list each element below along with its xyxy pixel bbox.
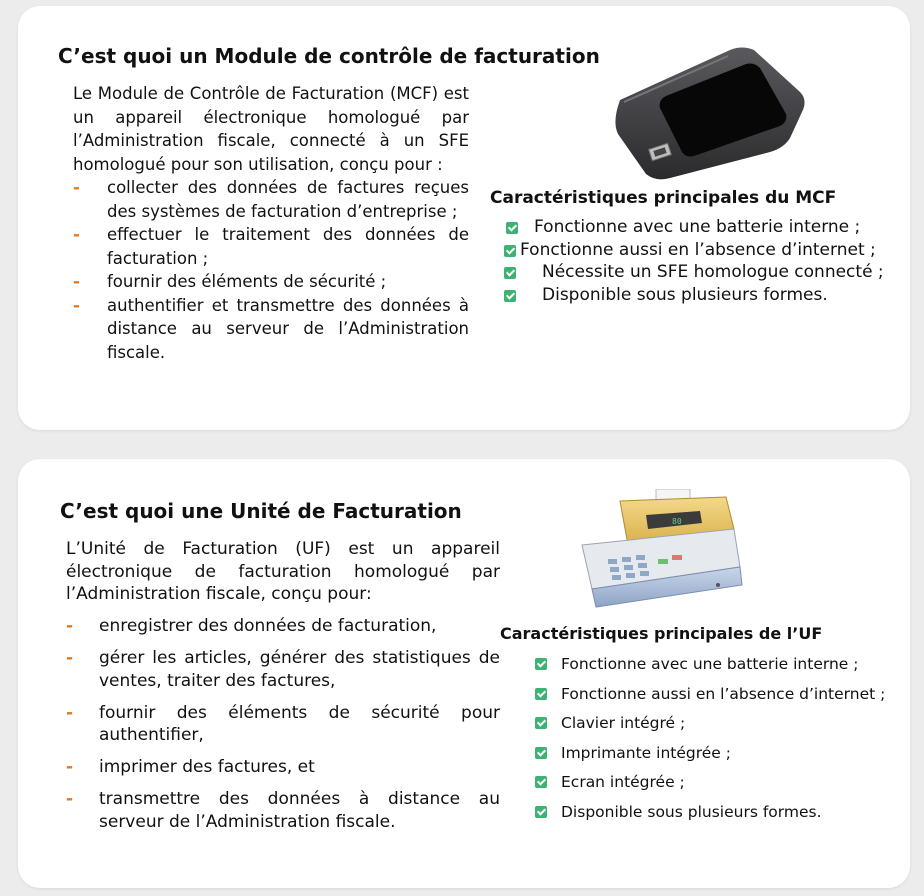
uf-features-title: Caractéristiques principales de l’UF bbox=[500, 624, 823, 643]
feature-text: Imprimante intégrée ; bbox=[561, 743, 731, 762]
mcf-card bbox=[18, 6, 910, 430]
feature-text: Nécessite un SFE homologue connecté ; bbox=[542, 262, 884, 282]
bullet-text: fournir des éléments de sécurité pour authentifier, bbox=[99, 702, 500, 745]
dash-bullet-icon: - bbox=[73, 225, 80, 244]
bullet-text: imprimer des factures, et bbox=[99, 757, 315, 777]
list-item bbox=[535, 712, 885, 742]
feature-text: Fonctionne aussi en l’absence d’internet ; bbox=[520, 239, 876, 260]
list-item bbox=[66, 615, 500, 638]
checkbox-check-icon bbox=[535, 688, 547, 700]
cash-register-icon bbox=[568, 489, 748, 609]
dash-bullet-icon: - bbox=[66, 789, 74, 809]
uf-card bbox=[18, 459, 910, 888]
uf-bullet-list bbox=[66, 615, 500, 843]
mcf-bullet-list bbox=[73, 176, 469, 364]
list-item bbox=[535, 771, 885, 801]
dash-bullet-icon: - bbox=[66, 702, 74, 723]
checkbox-check-icon bbox=[506, 222, 518, 234]
bullet-text: gérer les articles, générer des statistiques de ventes, traiter des factures, bbox=[99, 648, 500, 691]
checkbox-check-icon bbox=[535, 776, 547, 788]
checkbox-check-icon bbox=[504, 267, 516, 279]
bullet-text: transmettre des données à distance au serveur de l’Administration fiscale. bbox=[99, 789, 500, 832]
list-item bbox=[504, 261, 884, 284]
feature-text: Disponible sous plusieurs formes. bbox=[542, 284, 828, 305]
dash-bullet-icon: - bbox=[73, 295, 80, 315]
mcf-intro: Le Module de Contrôle de Facturation (MCF) est un appareil électronique homologué par l’Administration fiscale, connecté à un SFE homologué pour son utilisation, conçu pour : bbox=[73, 84, 469, 174]
dash-bullet-icon: - bbox=[66, 616, 74, 636]
list-item bbox=[66, 788, 500, 833]
mcf-device-icon bbox=[610, 42, 810, 182]
checkbox-check-icon bbox=[504, 245, 516, 257]
list-item bbox=[66, 647, 500, 692]
bullet-text: authentifier et transmettre des données à distance au serveur de l’Administration fiscale. bbox=[107, 295, 469, 362]
dash-bullet-icon: - bbox=[73, 178, 80, 197]
list-item bbox=[535, 742, 885, 772]
list-item bbox=[504, 239, 884, 262]
dash-bullet-icon: - bbox=[73, 272, 80, 291]
feature-text: Disponible sous plusieurs formes. bbox=[561, 802, 822, 821]
bullet-text: effectuer le traitement des données de facturation ; bbox=[107, 225, 469, 268]
checkbox-check-icon bbox=[535, 806, 547, 818]
uf-features-list bbox=[535, 653, 885, 831]
feature-text: Fonctionne avec une batterie interne ; bbox=[561, 655, 859, 673]
mcf-title: C’est quoi un Module de contrôle de facturation bbox=[58, 44, 600, 68]
list-item bbox=[504, 284, 884, 307]
bullet-text: collecter des données de factures reçues des systèmes de facturation d’entreprise ; bbox=[107, 178, 469, 221]
list-item bbox=[66, 756, 500, 779]
list-item bbox=[66, 702, 500, 747]
feature-text: Fonctionne avec une batterie interne ; bbox=[534, 217, 861, 237]
list-item bbox=[73, 223, 469, 270]
uf-title: C’est quoi une Unité de Facturation bbox=[60, 499, 462, 523]
uf-intro: L’Unité de Facturation (UF) est un appareil électronique de facturation homologué par l’Administration fiscale, conçu pour: bbox=[66, 539, 500, 604]
bullet-text: enregistrer des données de facturation, bbox=[99, 616, 437, 636]
feature-text: Clavier intégré ; bbox=[561, 714, 686, 733]
list-item bbox=[73, 176, 469, 223]
list-item bbox=[535, 683, 885, 713]
dash-bullet-icon: - bbox=[66, 757, 74, 777]
bullet-text: fournir des éléments de sécurité ; bbox=[107, 272, 387, 291]
list-item bbox=[535, 653, 885, 683]
checkbox-check-icon bbox=[504, 290, 516, 302]
checkbox-check-icon bbox=[535, 658, 547, 670]
mcf-features-title: Caractéristiques principales du MCF bbox=[490, 188, 837, 208]
feature-text: Ecran intégrée ; bbox=[561, 773, 685, 792]
feature-text: Fonctionne aussi en l’absence d’internet ; bbox=[561, 684, 886, 703]
mcf-features-list bbox=[504, 216, 884, 306]
list-item bbox=[535, 801, 885, 831]
list-item bbox=[73, 294, 469, 365]
list-item bbox=[73, 270, 469, 294]
list-item bbox=[504, 216, 884, 239]
checkbox-check-icon bbox=[535, 747, 547, 759]
checkbox-check-icon bbox=[535, 717, 547, 729]
dash-bullet-icon: - bbox=[66, 648, 74, 668]
svg-text:80: 80 bbox=[672, 517, 682, 526]
